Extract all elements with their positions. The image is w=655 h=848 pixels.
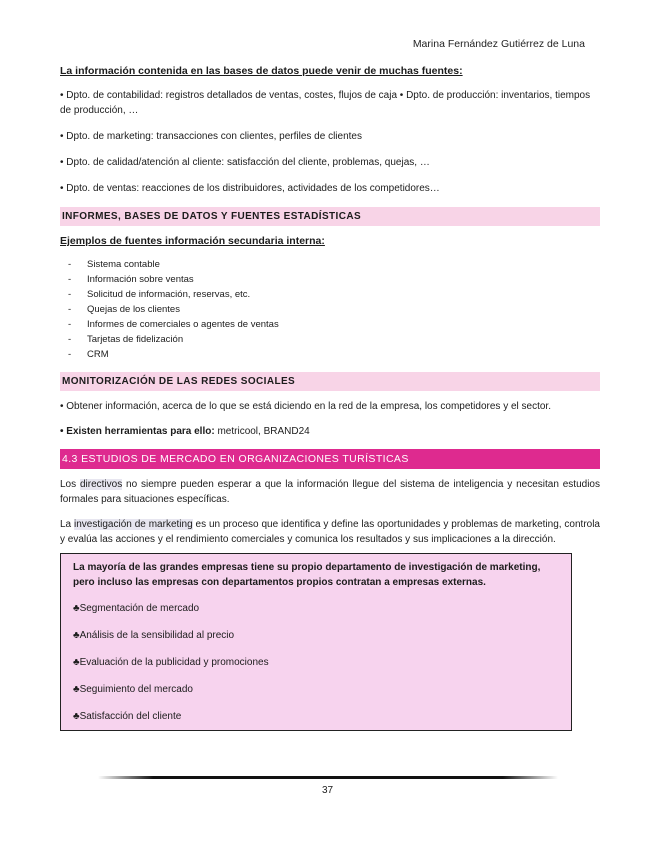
footer-divider [98,776,558,779]
callout-item: ♣Segmentación de mercado [73,603,200,614]
section-heading-monitor: MONITORIZACIÓN DE LAS REDES SOCIALES [60,372,600,391]
list-item: - Informes de comerciales o agentes de ventas [60,317,600,332]
list-item: - Solicitud de información, reservas, etc. [60,287,600,302]
callout-item: ♣Evaluación de la publicidad y promociones [73,657,269,668]
estudios-paragraph-2 [60,517,600,547]
intro-bullet: • Dpto. de contabilidad: registros detallados de ventas, costes, flujos de caja • Dpto. de producción: inventarios, tiempos de producción, … [60,90,591,116]
author-header: Marina Fernández Gutiérrez de Luna [412,38,585,50]
page-content [60,64,600,731]
callout-lead: La mayoría de las grandes empresas tiene su propio departamento de investigación de marketing, pero incluso las empresas con departamentos propios contratan a empresas externas. [73,562,541,588]
highlight-investigacion: investigación de marketing [74,519,193,530]
list-item: - Tarjetas de fidelización [60,332,600,347]
callout-item: ♣Satisfacción del cliente [73,711,182,722]
list-item: - Información sobre ventas [60,272,600,287]
list-item: - Quejas de los clientes [60,302,600,317]
monitor-bullet-bold: • Existen herramientas para ello: [60,426,215,437]
intro-title: La información contenida en las bases de datos puede venir de muchas fuentes: [60,65,463,77]
callout-item: ♣Seguimiento del mercado [73,684,193,695]
informes-subtitle: Ejemplos de fuentes información secundaria interna: [60,235,325,247]
section-heading-estudios: 4.3 ESTUDIOS DE MERCADO EN ORGANIZACIONES TURÍSTICAS [60,449,600,469]
section-heading-informes: INFORMES, BASES DE DATOS Y FUENTES ESTADÍSTICAS [60,207,600,226]
text-span: no siempre pueden esperar a que la información llegue del sistema de inteligencia y necesitan estudios formales para situaciones específicas. [60,479,600,505]
estudios-paragraph-1 [60,477,600,507]
sources-list [60,257,600,362]
monitor-bullet-rest: metricool, BRAND24 [214,426,310,437]
list-item: - CRM [60,347,600,362]
text-span: La [60,519,75,530]
monitor-bullet-tools [60,424,600,439]
intro-bullet: • Dpto. de ventas: reacciones de los distribuidores, actividades de los competidores… [60,183,440,194]
list-item: - Sistema contable [60,257,600,272]
intro-bullet: • Dpto. de calidad/atención al cliente: satisfacción del cliente, problemas, quejas, … [60,157,430,168]
text-span: Los [60,479,80,490]
text-span: es un proceso que identifica y define las oportunidades y problemas de marketing, controla y evalúa las acciones y el rendimiento comerciales y comunica los resultados y sus implicaciones a la dirección. [60,519,600,545]
intro-bullet: • Dpto. de marketing: transacciones con clientes, perfiles de clientes [60,131,362,142]
monitor-bullet: • Obtener información, acerca de lo que se está diciendo en la red de la empresa, los competidores y el sector. [60,401,551,412]
highlight-directivos: directivos [79,479,123,490]
page-number: 37 [321,785,334,796]
callout-box [60,553,572,731]
callout-item: ♣Análisis de la sensibilidad al precio [73,630,235,641]
